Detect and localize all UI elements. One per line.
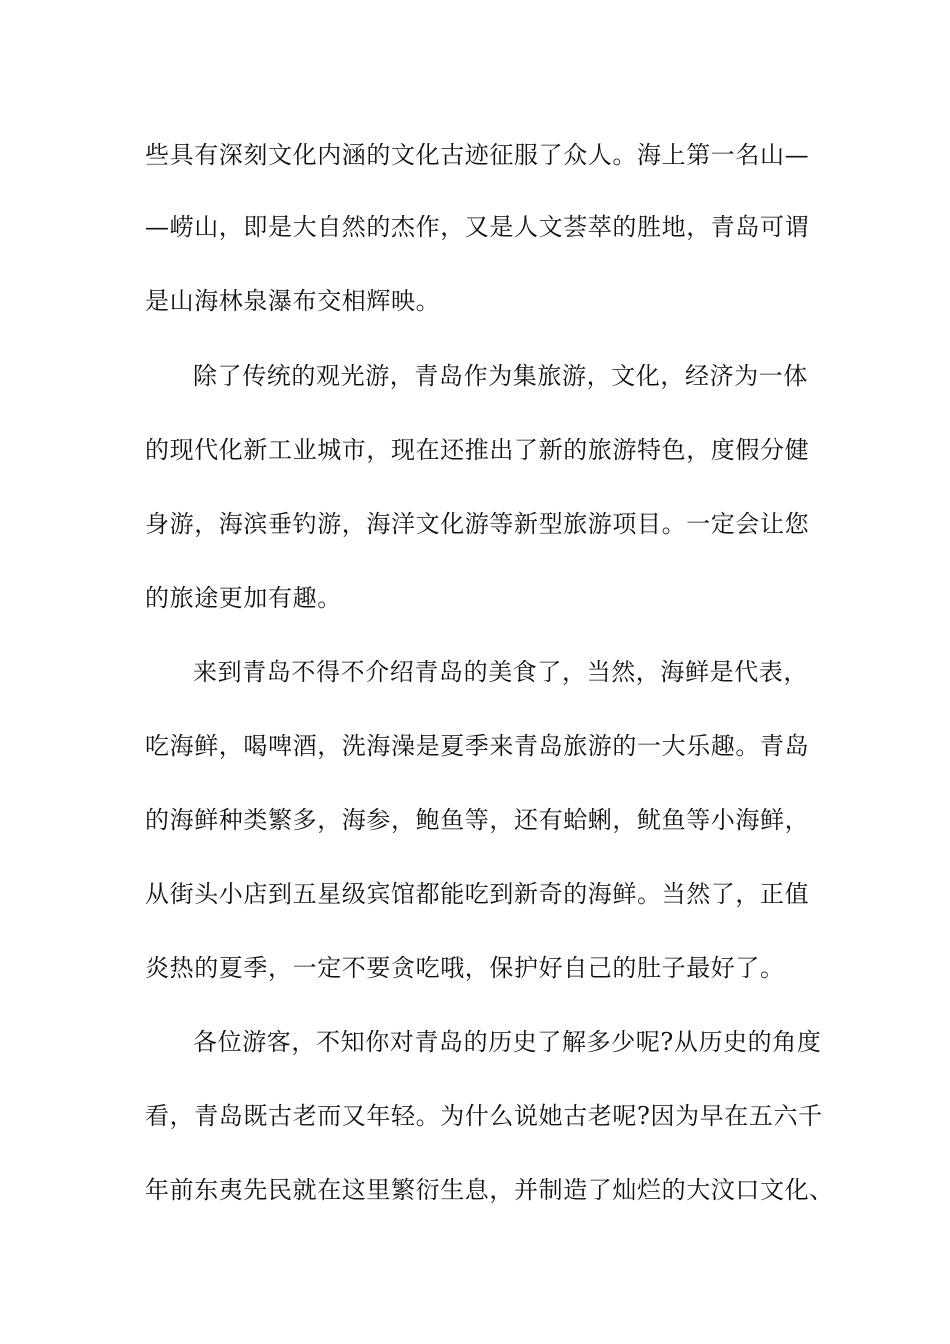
- text-line: 的海鲜种类繁多，海参，鲍鱼等，还有蛤蜊，鱿鱼等小海鲜，: [145, 806, 810, 834]
- text-line: 吃海鲜，喝啤酒，洗海澡是夏季来青岛旅游的一大乐趣。青岛: [145, 732, 810, 760]
- text-line: 从街头小店到五星级宾馆都能吃到新奇的海鲜。当然了，正值: [145, 880, 810, 908]
- text-line: 年前东夷先民就在这里繁衍生息，并制造了灿烂的大汶口文化、: [145, 1176, 834, 1204]
- paragraph-first-line: 来到青岛不得不介绍青岛的美食了，当然，海鲜是代表，: [193, 658, 808, 686]
- text-line: —崂山，即是大自然的杰作，又是人文荟萃的胜地，青岛可谓: [145, 213, 810, 241]
- text-line: 身游，海滨垂钓游，海洋文化游等新型旅游项目。一定会让您: [145, 510, 810, 538]
- text-line: 是山海林泉瀑布交相辉映。: [145, 287, 441, 315]
- paragraph-first-line: 各位游客，不知你对青岛的历史了解多少呢?从历史的角度: [193, 1028, 822, 1056]
- text-line: 的现代化新工业城市，现在还推出了新的旅游特色，度假分健: [145, 436, 810, 464]
- text-line: 些具有深刻文化内涵的文化古迹征服了众人。海上第一名山—: [145, 141, 810, 169]
- paragraph-first-line: 除了传统的观光游，青岛作为集旅游，文化，经济为一体: [193, 362, 808, 390]
- text-line: 炎热的夏季，一定不要贪吃哦，保护好自己的肚子最好了。: [145, 954, 785, 982]
- text-line: 的旅途更加有趣。: [145, 584, 342, 612]
- text-line: 看，青岛既古老而又年轻。为什么说她古老呢?因为早在五六千: [145, 1102, 823, 1130]
